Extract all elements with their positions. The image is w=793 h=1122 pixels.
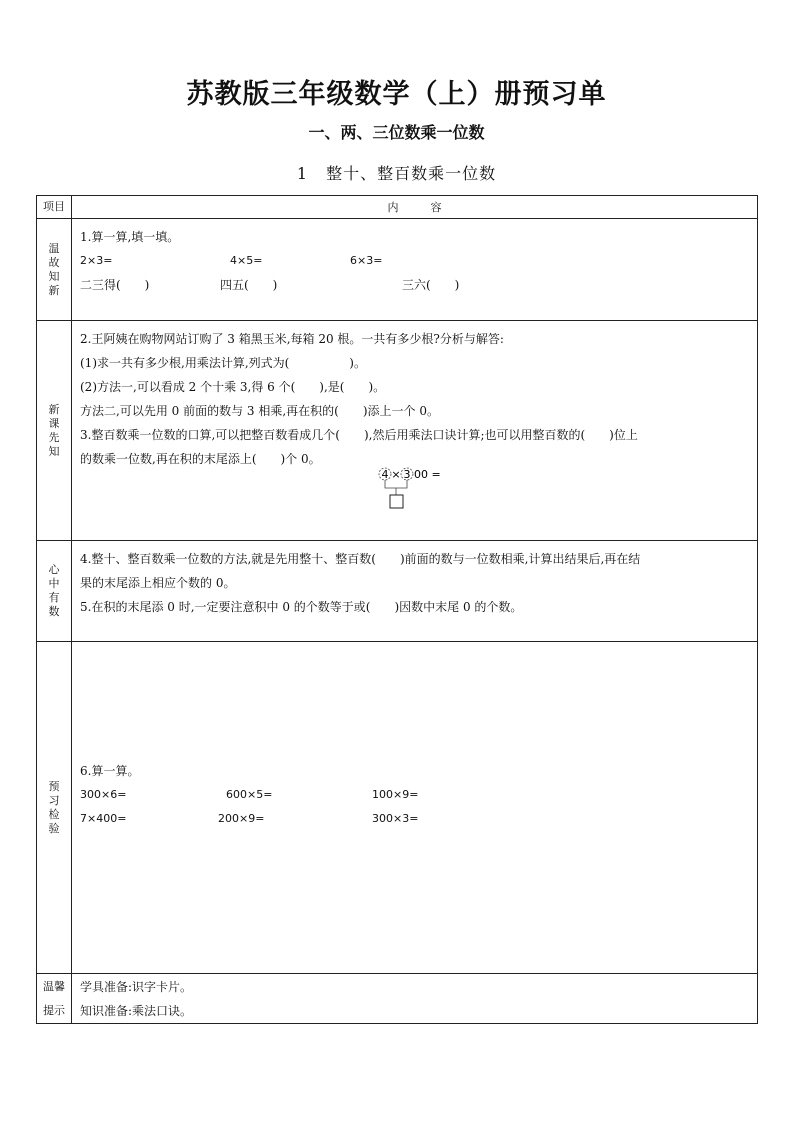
label-char: 心 (48, 563, 60, 576)
q2-part-2: (2)方法一,可以看成 2 个十乘 3,得 6 个( ),是( )。 (80, 380, 386, 394)
label-char: 预 (48, 779, 60, 793)
label-char: 有 (48, 591, 60, 604)
tips-content (72, 974, 758, 1024)
unit-title: 一、两、三位数乘一位数 (308, 123, 485, 142)
summary-content (72, 541, 758, 642)
q1-row-2 (80, 273, 749, 297)
q1-fill: 二三得( ) (80, 278, 150, 292)
q4-line-2: 果的末尾添上相应个数的 0。 (80, 576, 236, 590)
label-char: 检 (48, 807, 60, 821)
q2-part-3: 方法二,可以先用 0 前面的数与 3 相乘,再在积的( )添上一个 0。 (80, 404, 439, 418)
q1-title: 1.算一算,填一填。 (80, 230, 180, 244)
tip-knowledge: 知识准备:乘法口诀。 (80, 1004, 193, 1018)
header-content-char-2: 容 (430, 201, 442, 214)
preview-sheet-table (36, 195, 758, 1024)
label-char: 课 (48, 416, 60, 430)
q6-row-1 (80, 783, 749, 807)
q6-expr: 300×3= (372, 812, 419, 825)
review-row (37, 219, 758, 321)
label-char: 新 (48, 402, 60, 416)
q1-fill: 四五( ) (220, 278, 278, 292)
page-title: 苏教版三年级数学（上）册预习单 (186, 79, 607, 110)
q5-text: 5.在积的末尾添 0 时,一定要注意积中 0 的个数等于或( )因数中末尾 0 的个数。 (80, 600, 523, 614)
tip-tools: 学具准备:识字卡片。 (80, 980, 193, 994)
label-char: 数 (48, 605, 60, 618)
diagram-operator: × (391, 468, 401, 481)
summary-row (37, 541, 758, 642)
review-label (37, 219, 72, 321)
label-char: 温馨 (43, 979, 65, 993)
review-content (72, 219, 758, 321)
header-project: 项目 (37, 196, 72, 219)
new-lesson-content (72, 321, 758, 541)
oral-calculation-diagram (377, 466, 457, 516)
diagram-digit-a: 4 (381, 468, 389, 481)
new-lesson-row (37, 321, 758, 541)
label-char: 先 (48, 430, 60, 444)
table-header-row (37, 196, 758, 219)
label-char: 中 (48, 577, 60, 590)
check-content (72, 642, 758, 974)
q1-expr: 4×5= (230, 254, 263, 267)
answer-box (390, 495, 403, 508)
summary-label (37, 541, 72, 642)
label-char: 新 (48, 283, 60, 297)
check-row (37, 642, 758, 974)
q1-fill: 三六( ) (402, 278, 460, 292)
label-char: 故 (48, 255, 60, 269)
q6-expr: 300×6= (80, 788, 127, 801)
label-char: 提示 (43, 1003, 65, 1017)
tips-row (37, 974, 758, 1024)
header-content (72, 196, 758, 219)
q1-expr: 2×3= (80, 254, 113, 267)
q1-row-1 (80, 249, 749, 273)
label-char: 温 (48, 241, 60, 255)
lesson-title (0, 161, 793, 184)
diagram-tail: 00 = (414, 468, 441, 481)
label-char: 知 (48, 269, 60, 283)
lesson-number: 1 (296, 164, 309, 183)
lesson-name: 整十、整百数乘一位数 (326, 164, 497, 183)
label-char: 验 (48, 821, 60, 835)
q3-line-1: 3.整百数乘一位数的口算,可以把整百数看成几个( ),然后用乘法口诀计算;也可以用整百数的( )位上 (80, 428, 638, 442)
label-char: 知 (48, 444, 60, 458)
tips-label (37, 974, 72, 1024)
q6-title: 6.算一算。 (80, 764, 140, 778)
q6-expr: 600×5= (226, 788, 273, 801)
q2-part-1: (1)求一共有多少根,用乘法计算,列式为( )。 (80, 356, 366, 370)
q6-expr: 200×9= (218, 812, 265, 825)
new-lesson-label (37, 321, 72, 541)
label-char: 习 (48, 793, 60, 807)
connector-line (385, 480, 407, 488)
check-label (37, 642, 72, 974)
q6-expr: 100×9= (372, 788, 419, 801)
q3-line-2: 的数乘一位数,再在积的末尾添上( )个 0。 (80, 452, 321, 466)
header-content-char-1: 内 (387, 201, 399, 214)
q6-row-2 (80, 807, 749, 831)
q4-line-1: 4.整十、整百数乘一位数的方法,就是先用整十、整百数( )前面的数与一位数相乘,计算出结果后,再在结 (80, 552, 641, 566)
q2-text: 2.王阿姨在购物网站订购了 3 箱黑玉米,每箱 20 根。一共有多少根?分析与解答: (80, 332, 504, 346)
q6-expr: 7×400= (80, 812, 127, 825)
q1-expr: 6×3= (350, 254, 383, 267)
diagram-digit-b: 3 (403, 468, 411, 481)
